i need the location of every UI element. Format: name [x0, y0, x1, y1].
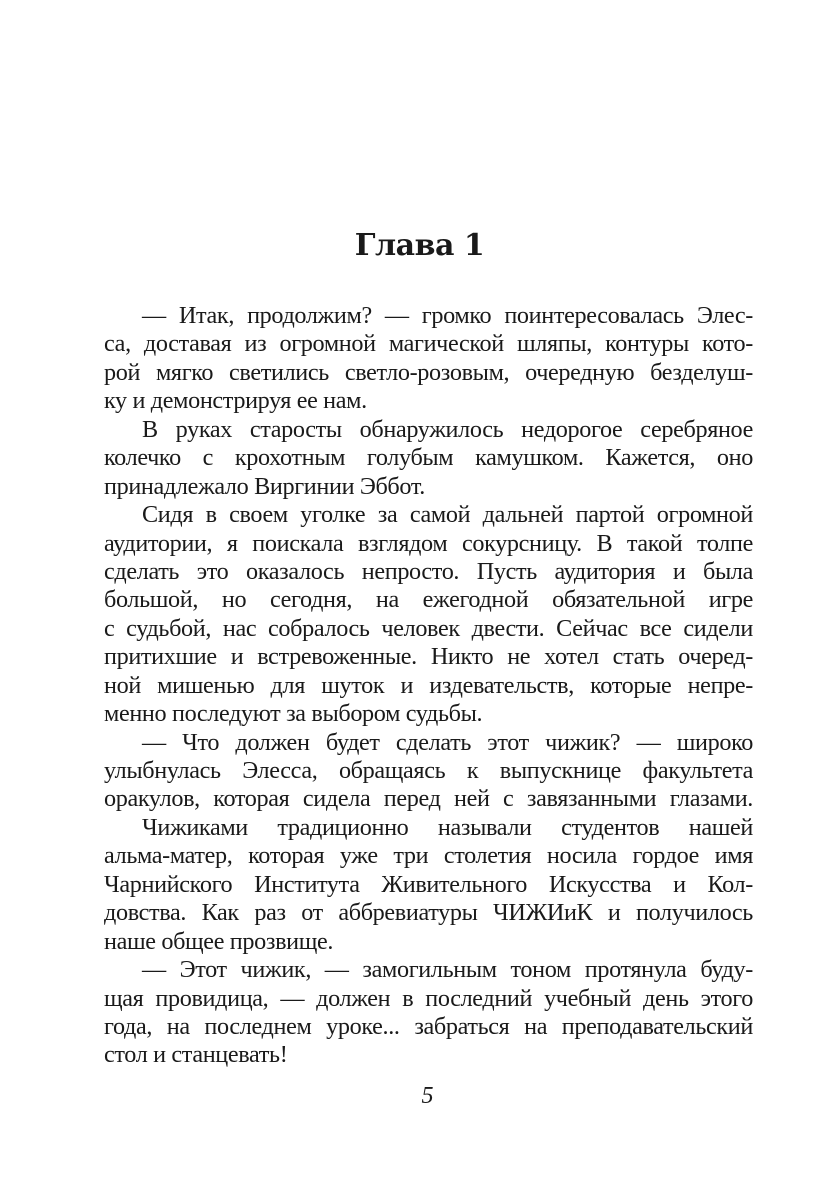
text-line: аудитории, я поискала взглядом сокурсницу. В такой толпе [104, 529, 753, 557]
paragraph [104, 501, 753, 729]
chapter-body [104, 302, 753, 1070]
chapter-title: Глава 1 [354, 228, 485, 263]
text-line: — Этот чижик, — замогильным тоном протянула буду- [142, 956, 753, 984]
text-line: — Итак, продолжим? — громко поинтересовалась Элес- [142, 302, 753, 329]
text-line: ку и демонстрируя ее нам. [104, 387, 367, 415]
paragraph [104, 814, 753, 956]
text-line: Сидя в своем уголке за самой дальней партой огромной [142, 501, 753, 529]
text-line: улыбнулась Элесса, обращаясь к выпускнице факультета [104, 757, 753, 784]
text-line: рой мягко светились светло-розовым, очередную безделуш- [104, 358, 753, 386]
text-line: наше общее прозвище. [104, 927, 334, 955]
text-line: года, на последнем уроке... забраться на преподавательский [104, 1012, 753, 1040]
text-line: са, доставая из огромной магической шляпы, контуры кото- [104, 330, 753, 358]
text-line: большой, но сегодня, на ежегодной обязательной игре [104, 586, 753, 614]
text-line: Чижиками традиционно называли студентов нашей [142, 813, 753, 841]
paragraph [104, 416, 753, 501]
text-line: В руках старосты обнаружилось недорогое серебряное [142, 415, 753, 443]
paragraph [104, 956, 753, 1070]
page-number: 5 [421, 1083, 434, 1109]
text-line: менно последуют за выбором судьбы. [104, 700, 483, 728]
paragraph [104, 729, 753, 814]
text-line: стол и станцевать! [104, 1041, 288, 1069]
paragraph [104, 302, 753, 416]
text-line: притихшие и встревоженные. Никто не хотел стать очеред- [104, 643, 753, 671]
text-line: альма-матер, которая уже три столетия носила гордое имя [104, 842, 753, 870]
text-line: с судьбой, нас собралось человек двести. Сейчас все сидели [104, 614, 753, 642]
text-line: щая провидица, — должен в последний учебный день этого [104, 984, 753, 1012]
text-line: сделать это оказалось непросто. Пусть аудитория и была [104, 557, 753, 585]
text-line: оракулов, которая сидела перед ней с завязанными глазами. [104, 785, 753, 813]
text-line: — Что должен будет сделать этот чижик? — широко [142, 728, 753, 756]
text-line: ной мишенью для шуток и издевательств, которые непре- [104, 671, 753, 699]
text-line: принадлежало Виргинии Эббот. [104, 472, 425, 500]
text-line: колечко с крохотным голубым камушком. Кажется, оно [104, 444, 753, 472]
text-line: Чарнийского Института Живительного Искусства и Кол- [104, 870, 753, 898]
text-line: довства. Как раз от аббревиатуры ЧИЖИиК и получилось [104, 899, 753, 927]
